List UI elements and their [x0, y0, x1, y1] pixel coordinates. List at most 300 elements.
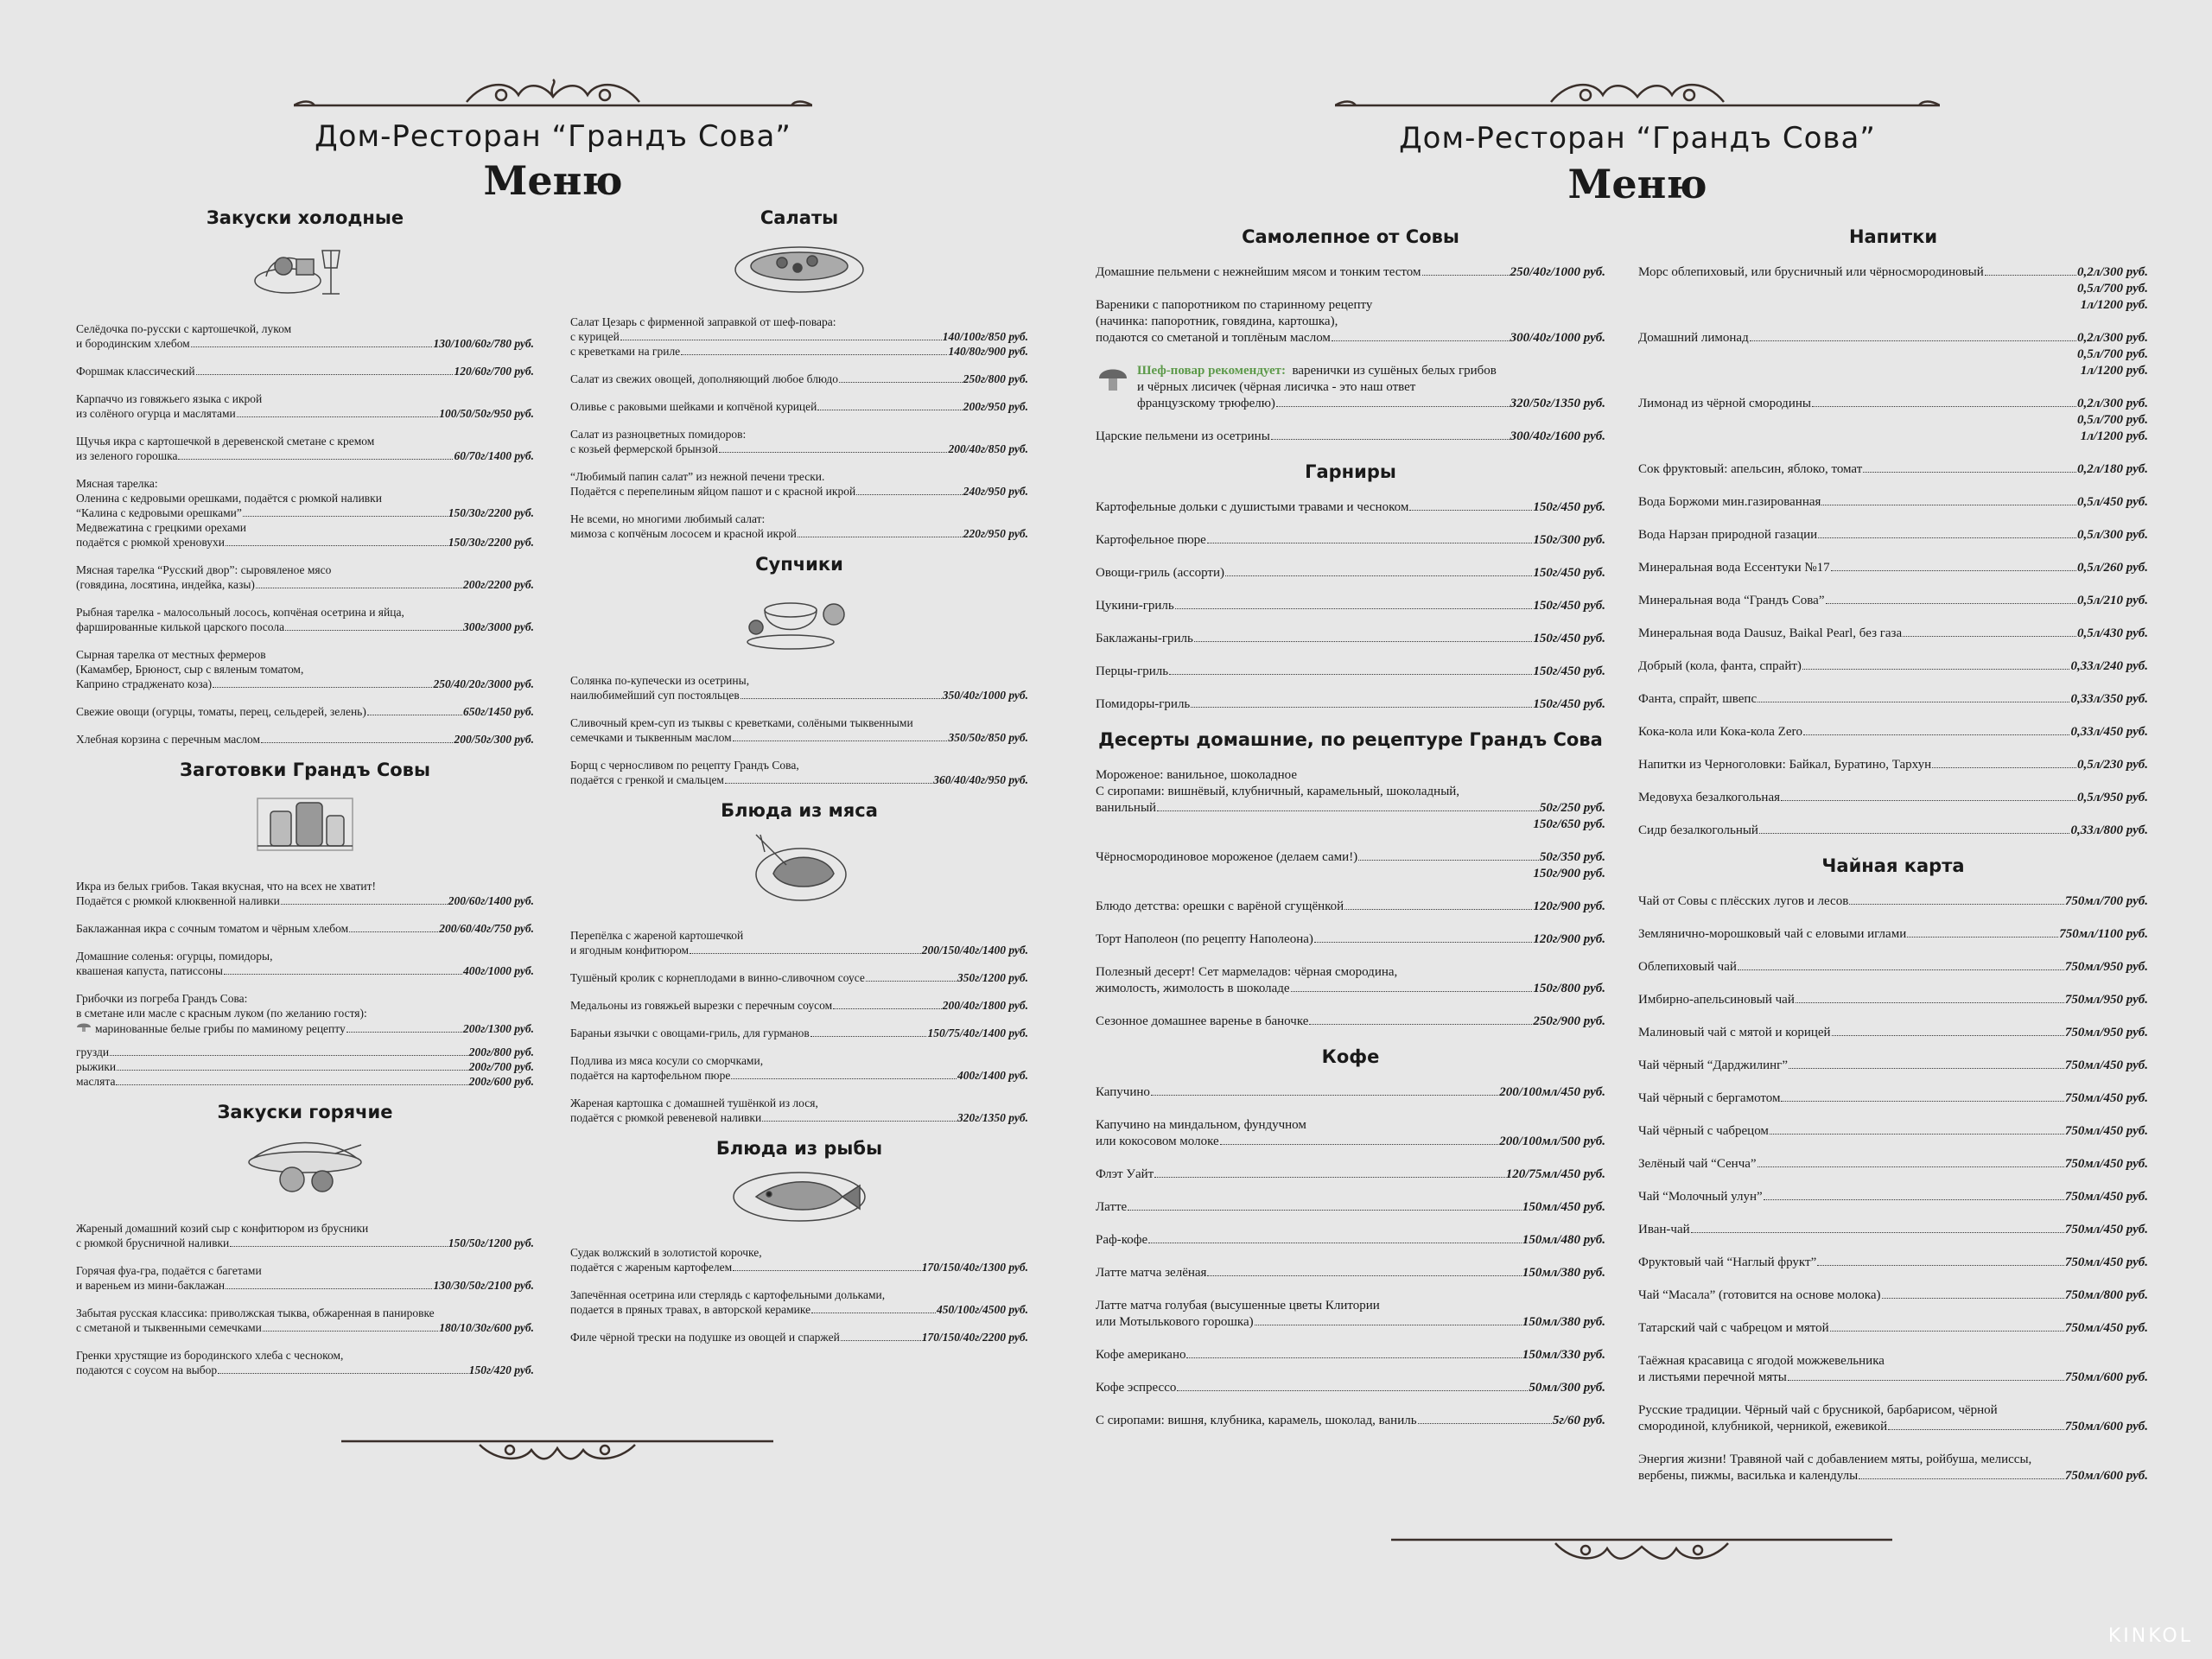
- item-price: 0,5л/700 руб.: [2076, 347, 2148, 361]
- menu-item: [76, 391, 534, 421]
- item-price: 0,5л/430 руб.: [2076, 626, 2148, 640]
- item-name: рыжики: [76, 1060, 117, 1073]
- item-price-line: [1638, 1468, 2148, 1484]
- item-price: 750мл/450 руб.: [2064, 1255, 2148, 1269]
- item-name: Картофельное пюре: [1096, 533, 1206, 547]
- item-name: Оливье с раковыми шейками и копчёной курицей: [570, 400, 817, 413]
- menu-item: [76, 1306, 534, 1335]
- item-price-line: [1638, 724, 2148, 741]
- item-name: с козьей фермерской брынзой: [570, 442, 718, 455]
- extra-price-line: [1096, 866, 1605, 882]
- menu-item: [1638, 264, 2148, 314]
- item-price: 300/40г/1000 руб.: [1510, 331, 1605, 345]
- bottom-ornament: [341, 1436, 773, 1467]
- item-price-line: [76, 535, 534, 550]
- item-price-line: [570, 1330, 1028, 1344]
- item-name: Минеральная вода “Грандъ Сова”: [1638, 594, 1825, 607]
- top-ornament: [294, 76, 812, 111]
- item-price: 150г/450 руб.: [1533, 697, 1605, 711]
- item-name: Подаётся с перепелиным яйцом пашот и с красной икрой: [570, 485, 856, 498]
- item-desc: Не всеми, но многими любимый салат:: [570, 512, 766, 525]
- item-name: и бородинским хлебом: [76, 337, 190, 350]
- item-name: или Мотылькового горошка): [1096, 1315, 1254, 1329]
- item-price: 200/150/40г/1400 руб.: [921, 944, 1028, 957]
- item-price-line: [1638, 926, 2148, 943]
- item-price-line: [1638, 1025, 2148, 1041]
- item-price-line: [1638, 461, 2148, 478]
- item-desc: Оленина с кедровыми орешками, подаётся с рюмкой наливки: [76, 492, 382, 505]
- item-name: Чай “Масала” (готовится на основе молока): [1638, 1288, 1881, 1302]
- menu-item: [1096, 1084, 1605, 1101]
- item-price: 450/100г/4500 руб.: [936, 1303, 1028, 1316]
- item-price-line: [570, 772, 1028, 787]
- item-name: Салат из свежих овощей, дополняющий любое блюдо: [570, 372, 838, 385]
- section-title: Супчики: [755, 554, 843, 575]
- dot-leader: [263, 1331, 438, 1332]
- dot-leader: [1863, 472, 2076, 473]
- item-desc: С сиропами: вишнёвый, клубничный, карамельный, шоколадный,: [1096, 785, 1460, 798]
- item-name: Чай от Совы с плёсских лугов и лесов: [1638, 894, 1849, 908]
- meat-illustration: [747, 826, 851, 909]
- item-price: 750мл/450 руб.: [2064, 1190, 2148, 1204]
- item-name: Сезонное домашнее варенье в баночке: [1096, 1014, 1309, 1028]
- dot-leader: [1789, 1068, 2064, 1069]
- item-price: 150мл/380 руб.: [1522, 1315, 1605, 1329]
- item-price-line: [1096, 931, 1605, 948]
- menu-item: [1638, 1353, 2148, 1386]
- dot-leader: [1418, 1423, 1552, 1424]
- dot-leader: [1903, 636, 2076, 637]
- item-price-line: [1096, 696, 1605, 713]
- dot-leader: [226, 1288, 432, 1289]
- item-price-line: [1638, 1419, 2148, 1435]
- item-desc: Запечённая осетрина или стерлядь с картофельными дольками,: [570, 1288, 886, 1301]
- section-title: Кофе: [1321, 1046, 1380, 1067]
- menu-item: [1096, 565, 1605, 582]
- item-price: 0,33л/450 руб.: [2070, 725, 2148, 739]
- dot-leader: [1128, 1210, 1522, 1211]
- item-price: 0,33л/800 руб.: [2070, 823, 2148, 837]
- dot-leader: [1332, 340, 1510, 341]
- menu-item: [1096, 1347, 1605, 1363]
- item-price-line: [76, 1020, 534, 1036]
- item-desc: Полезный десерт! Сет мармеладов: чёрная смородина,: [1096, 965, 1398, 979]
- item-desc: Карпаччо из говяжьего языка с икрой: [76, 392, 263, 405]
- item-price-line: [76, 704, 534, 719]
- item-price: 750мл/700 руб.: [2064, 894, 2148, 908]
- item-name: подаётся с рюмкой хреновухи: [76, 536, 225, 549]
- item-price-line: [76, 677, 534, 691]
- item-name: с рюмкой брусничной наливки: [76, 1236, 230, 1249]
- item-price: 150г/420 руб.: [468, 1363, 534, 1376]
- restaurant-title: Дом-Ресторан “Грандъ Сова”: [315, 119, 791, 154]
- menu-item: [1638, 560, 2148, 576]
- dot-leader: [866, 981, 957, 982]
- item-price-line: [1096, 499, 1605, 516]
- item-desc: Вареники с папоротником по старинному рецепту: [1096, 298, 1373, 312]
- menu-item: [1638, 691, 2148, 708]
- item-price-line: [1638, 1058, 2148, 1074]
- item-desc: Судак волжский в золотистой корочке,: [570, 1246, 762, 1259]
- menu-item: [1638, 1402, 2148, 1435]
- item-price: 750мл/950 руб.: [2064, 993, 2148, 1007]
- dot-leader: [1882, 1298, 2064, 1299]
- item-desc: Забытая русская классика: приволжская тыква, обжаренная в панировке: [76, 1306, 435, 1319]
- dot-leader: [741, 698, 942, 699]
- section-title: Блюда из мяса: [721, 800, 878, 821]
- dot-leader: [1831, 570, 2076, 571]
- item-price: 650г/1450 руб.: [462, 705, 534, 718]
- item-desc: Селёдочка по-русски с картошечкой, луком: [76, 322, 292, 335]
- item-price-line: [1638, 691, 2148, 708]
- item-name: французскому трюфелю): [1137, 397, 1275, 410]
- item-price: 750мл/450 руб.: [2064, 1157, 2148, 1171]
- item-price-line: [76, 448, 534, 463]
- item-name: Вода Нарзан природной газации: [1638, 528, 1818, 542]
- menu-item: [570, 758, 1028, 787]
- item-price-line: [1638, 1255, 2148, 1271]
- item-price: 140/100г/850 руб.: [942, 330, 1028, 343]
- dot-leader: [1888, 1429, 2064, 1430]
- item-price: 0,2л/300 руб.: [2076, 397, 2148, 410]
- menu-item: [1096, 899, 1605, 915]
- menu-item: [570, 427, 1028, 456]
- menu-item: [1638, 1123, 2148, 1140]
- menu-item: [76, 364, 534, 378]
- item-price-line: [1638, 330, 2148, 346]
- menu-item: [570, 1287, 1028, 1317]
- menu-item: [1096, 964, 1605, 997]
- menu-item: [1096, 664, 1605, 680]
- fish-illustration: [730, 1164, 868, 1226]
- item-name: подается в пряных травах, в авторской керамике: [570, 1303, 811, 1316]
- item-price: 750мл/950 руб.: [2064, 960, 2148, 974]
- item-price: 150мл/380 руб.: [1522, 1266, 1605, 1280]
- item-price-line: [570, 1110, 1028, 1125]
- menu-item: [1638, 1452, 2148, 1484]
- item-name: наилюбимейший суп постояльцев: [570, 689, 740, 702]
- item-name: ванильный: [1096, 801, 1157, 815]
- item-price-line: [1638, 658, 2148, 675]
- item-price-line: [1638, 1156, 2148, 1173]
- menu-item: [76, 879, 534, 908]
- dot-leader: [762, 1121, 957, 1122]
- item-price-line: [570, 399, 1028, 414]
- item-price-line: [76, 893, 534, 908]
- menu-item: [1096, 363, 1605, 412]
- dot-leader: [230, 1246, 447, 1247]
- item-name: Баклажаны-гриль: [1096, 632, 1193, 645]
- dot-leader: [1750, 340, 2076, 341]
- menu-item: [1638, 396, 2148, 445]
- menu-item: [570, 399, 1028, 414]
- item-name: Картофельные дольки с душистыми травами и чесноком: [1096, 500, 1409, 514]
- menu-item: [1638, 1189, 2148, 1205]
- item-price: 350/40г/1000 руб.: [942, 689, 1028, 702]
- item-name: Латте матча зелёная: [1096, 1266, 1207, 1280]
- item-price-line: [1096, 330, 1605, 346]
- item-name: вербены, пижмы, василька и календулы: [1638, 1469, 1859, 1483]
- item-name: квашеная капуста, патиссоны: [76, 964, 223, 977]
- item-price-line: [1638, 790, 2148, 806]
- menu-item: [1096, 429, 1605, 445]
- item-name: Чай чёрный “Дарджилинг”: [1638, 1058, 1788, 1072]
- item-desc: Горячая фуа-гра, подаётся с багетами: [76, 1264, 262, 1277]
- item-name: Имбирно-апельсиновый чай: [1638, 993, 1795, 1007]
- item-price-line: [1096, 565, 1605, 582]
- dot-leader: [1832, 1035, 2064, 1036]
- item-price: 150г/650 руб.: [1533, 817, 1605, 831]
- item-price: 300/40г/1600 руб.: [1510, 429, 1605, 443]
- dot-leader: [810, 1036, 927, 1037]
- item-name: С сиропами: вишня, клубника, карамель, шоколад, ваниль: [1096, 1414, 1417, 1427]
- dot-leader: [1271, 439, 1510, 440]
- dot-leader: [1932, 767, 2076, 768]
- menu-item: [76, 949, 534, 978]
- item-price: 150мл/450 руб.: [1522, 1200, 1605, 1214]
- menu-item: [1638, 1222, 2148, 1238]
- dot-leader: [116, 1084, 467, 1085]
- item-price-line: [570, 329, 1028, 344]
- item-name: Малиновый чай с мятой и корицей: [1638, 1026, 1831, 1039]
- item-name: Кока-кола или Кока-кола Zero: [1638, 725, 1802, 739]
- dot-leader: [1225, 575, 1532, 576]
- item-price: 0,5л/210 руб.: [2076, 594, 2148, 607]
- item-price-line: [1638, 494, 2148, 511]
- item-price-line: [1638, 1123, 2148, 1140]
- item-desc: Мясная тарелка:: [76, 477, 158, 490]
- item-price-line: [1096, 1014, 1605, 1030]
- item-name: или кокосовом молоке: [1096, 1135, 1219, 1148]
- dot-leader: [1788, 1380, 2064, 1381]
- menu-item: [1638, 823, 2148, 839]
- item-price: 0,5л/300 руб.: [2076, 528, 2148, 542]
- item-name: Торт Наполеон (по рецепту Наполеона): [1096, 932, 1313, 946]
- item-price: 750мл/800 руб.: [2064, 1288, 2148, 1302]
- item-desc: Энергия жизни! Травяной чай с добавлением мяты, ройбуша, мелиссы,: [1638, 1452, 2032, 1466]
- item-name: Сидр безалкогольный: [1638, 823, 1758, 837]
- top-ornament-right: [1335, 76, 1940, 111]
- menu-item: [1638, 330, 2148, 379]
- menu-item: [1096, 297, 1605, 346]
- item-price: 200/100мл/500 руб.: [1499, 1135, 1605, 1148]
- item-price-line: [76, 577, 534, 592]
- dot-leader: [1157, 810, 1539, 811]
- item-name: подаётся на картофельном пюре: [570, 1069, 731, 1082]
- item-price: 200г/700 руб.: [468, 1060, 534, 1073]
- item-price-line: [1638, 823, 2148, 839]
- menu-item: [76, 1221, 534, 1250]
- item-desc: (Камамбер, Брюност, сыр с вяленым томатом,: [76, 663, 304, 676]
- section-title: Чайная карта: [1821, 855, 1965, 876]
- item-desc: Русские традиции. Чёрный чай с брусникой, барбарисом, чёрной: [1638, 1403, 1998, 1417]
- dot-leader: [733, 1270, 921, 1271]
- item-name: Каприно страдженато коза): [76, 677, 213, 690]
- item-desc: Сливочный крем-суп из тыквы с креветками, солёными тыквенными: [570, 716, 913, 729]
- menu-item: [570, 1245, 1028, 1274]
- menu-item: [570, 715, 1028, 745]
- item-name: Домашний лимонад: [1638, 331, 1749, 345]
- dot-leader: [1309, 1024, 1532, 1025]
- menu-item: [570, 469, 1028, 499]
- item-desc: Домашние соленья: огурцы, помидоры,: [76, 950, 273, 963]
- item-price: 5г/60 руб.: [1552, 1414, 1605, 1427]
- menu-item: [1096, 696, 1605, 713]
- item-price-line: [1096, 429, 1605, 445]
- item-price: 350/50г/850 руб.: [948, 731, 1028, 744]
- menu-item: [1638, 724, 2148, 741]
- section-title: Закуски горячие: [217, 1102, 393, 1122]
- dot-leader: [1191, 707, 1532, 708]
- menu-item: [1638, 593, 2148, 609]
- menu-item: [1096, 631, 1605, 647]
- item-name: Напитки из Черноголовки: Байкал, Буратино, Тархун: [1638, 758, 1932, 772]
- item-price: 180/10/30г/600 руб.: [439, 1321, 534, 1334]
- dot-leader: [1818, 537, 2076, 538]
- section-title: Напитки: [1848, 226, 1938, 247]
- item-name: Флэт Уайт: [1096, 1167, 1154, 1181]
- menu-item: [1638, 1090, 2148, 1107]
- dot-leader: [1759, 833, 2069, 834]
- item-price-line: [1638, 893, 2148, 910]
- menu-item: [1638, 790, 2148, 806]
- item-name: Царские пельмени из осетрины: [1096, 429, 1270, 443]
- dot-leader: [1186, 1357, 1521, 1358]
- item-price: 200/40г/1800 руб.: [942, 999, 1028, 1012]
- menu-item: [1096, 767, 1605, 833]
- item-name: Зелёный чай “Сенча”: [1638, 1157, 1757, 1171]
- item-name: и листьями перечной мяты: [1638, 1370, 1787, 1384]
- menu-item: [76, 991, 534, 1089]
- item-price-line: [76, 364, 534, 378]
- item-price-line: [1638, 626, 2148, 642]
- item-price-line: [1096, 532, 1605, 549]
- item-price-line: [1638, 560, 2148, 576]
- item-name: грузди: [76, 1046, 110, 1058]
- item-name: Баклажанная икра с сочным томатом и чёрным хлебом: [76, 922, 349, 935]
- item-price-line: [76, 921, 534, 936]
- item-price: 200г/800 руб.: [468, 1046, 534, 1058]
- item-desc: Жареный домашний козий сыр с конфитюром из брусники: [76, 1222, 369, 1235]
- item-price: 120/75мл/450 руб.: [1505, 1167, 1605, 1181]
- item-price-line: [76, 620, 534, 634]
- item-price: 150г/450 руб.: [1533, 632, 1605, 645]
- item-name: Тушёный кролик с корнеплодами в винно-сливочном соусе: [570, 971, 865, 984]
- right-column-2: [1638, 226, 2148, 1501]
- item-price-line: [76, 505, 534, 520]
- left-menu-page: [0, 0, 1071, 1659]
- menu-item: [570, 1053, 1028, 1083]
- item-desc: Мясная тарелка “Русский двор”: сыровяленое мясо: [76, 563, 332, 576]
- menu-item: [1096, 849, 1605, 882]
- item-desc: Перепёлка с жареной картошечкой: [570, 929, 744, 942]
- item-price-line: [76, 1074, 534, 1089]
- item-price: 360/40/40г/950 руб.: [933, 773, 1028, 786]
- right-column-1: [1096, 226, 1605, 1446]
- item-name: Овощи-гриль (ассорти): [1096, 566, 1224, 580]
- menu-item: [570, 315, 1028, 359]
- dot-leader: [1802, 669, 2070, 670]
- item-price-line: [76, 963, 534, 978]
- menu-item: [570, 372, 1028, 386]
- item-price-line: [1638, 1370, 2148, 1386]
- item-price: 0,2л/180 руб.: [2076, 462, 2148, 476]
- item-name: Медовуха безалкогольная: [1638, 791, 1781, 804]
- item-price-line: [1638, 264, 2148, 281]
- dot-leader: [196, 374, 454, 375]
- item-price-line: [76, 1363, 534, 1377]
- item-name: с креветками на гриле: [570, 345, 681, 358]
- section-title: Десерты домашние, по рецептуре Грандъ Сова: [1098, 729, 1603, 750]
- item-price-line: [1096, 849, 1605, 866]
- menu-item: [1638, 1255, 2148, 1271]
- item-price-line: [570, 943, 1028, 957]
- item-name: маслята: [76, 1075, 116, 1088]
- item-price-line: [1096, 899, 1605, 915]
- item-name: подаётся с рюмкой ревеневой наливки: [570, 1111, 762, 1124]
- dot-leader: [1422, 275, 1510, 276]
- item-price-line: [1096, 1314, 1605, 1331]
- dot-leader: [1276, 406, 1510, 407]
- item-price: 250/40г/1000 руб.: [1510, 265, 1605, 279]
- item-name: Подаётся с рюмкой клюквенной наливки: [76, 894, 280, 907]
- item-name: Бараньи язычки с овощами-гриль, для гурманов: [570, 1027, 810, 1039]
- item-price: 1л/1200 руб.: [2080, 429, 2148, 443]
- item-price: 200г/1300 руб.: [462, 1022, 534, 1035]
- item-price-line: [1096, 1134, 1605, 1150]
- item-desc: (начинка: папоротник, говядина, картошка),: [1096, 315, 1338, 328]
- item-price-line: [1638, 527, 2148, 543]
- item-price-line: [1096, 1232, 1605, 1249]
- dot-leader: [261, 742, 453, 743]
- dot-leader: [841, 1340, 921, 1341]
- dot-leader: [349, 931, 438, 932]
- item-price-line: [76, 732, 534, 747]
- item-price: 750мл/450 руб.: [2064, 1091, 2148, 1105]
- dot-leader: [226, 545, 448, 546]
- restaurant-title-right: Дом-Ресторан “Грандъ Сова”: [1399, 121, 1876, 156]
- item-name: Иван-чай: [1638, 1223, 1690, 1236]
- item-name: Фанта, спрайт, швепс: [1638, 692, 1758, 706]
- item-desc: Солянка по-купечески из осетрины,: [570, 674, 750, 687]
- item-name: Перцы-гриль: [1096, 664, 1169, 678]
- dot-leader: [1169, 674, 1532, 675]
- item-price: 0,33л/240 руб.: [2070, 659, 2148, 673]
- cold-snacks-illustration: [249, 233, 361, 302]
- item-price: 750мл/600 руб.: [2064, 1420, 2148, 1433]
- hot-snacks-illustration: [240, 1128, 370, 1202]
- item-price-line: [1638, 1090, 2148, 1107]
- item-price-line: [1638, 593, 2148, 609]
- item-desc: варенички из сушёных белых грибов: [1288, 364, 1497, 378]
- item-desc: Борщ с черносливом по рецепту Грандъ Сова,: [570, 759, 799, 772]
- item-price-line: [570, 1302, 1028, 1317]
- item-name: мимоза с копчёным лососем и красной икрой: [570, 527, 797, 540]
- item-price: 0,5л/260 руб.: [2076, 561, 2148, 575]
- menu-item: [1096, 1014, 1605, 1030]
- item-name: фаршированные килькой царского посола: [76, 620, 285, 633]
- item-price-line: [1096, 981, 1605, 997]
- item-price: 150г/450 руб.: [1533, 500, 1605, 514]
- menu-item: [1096, 532, 1605, 549]
- dot-leader: [1409, 510, 1532, 511]
- item-desc: Гренки хрустящие из бородинского хлеба с чесноком,: [76, 1349, 344, 1362]
- item-name: Форшмак классический: [76, 365, 195, 378]
- item-price: 200г/600 руб.: [468, 1075, 534, 1088]
- menu-item: [1096, 1166, 1605, 1183]
- item-price-line: [76, 1278, 534, 1293]
- item-desc: Таёжная красавица с ягодой можжевельника: [1638, 1354, 1885, 1368]
